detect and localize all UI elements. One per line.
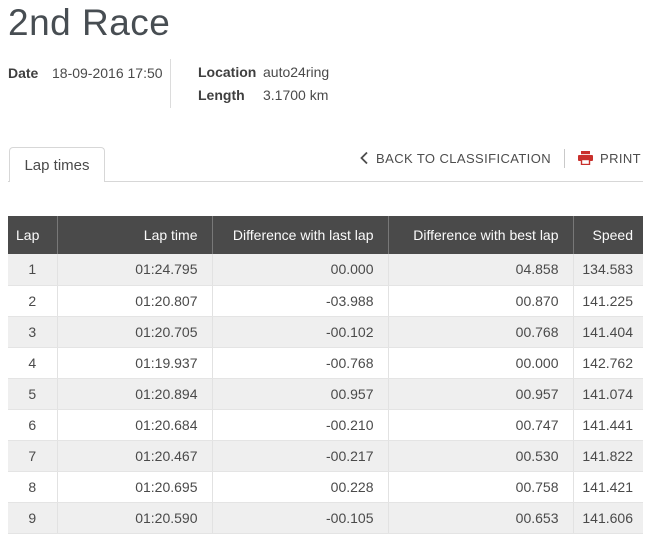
column-header-lap-time: Lap time: [57, 216, 212, 254]
table-row: [8, 254, 643, 285]
table-cell: 141.421: [573, 471, 643, 502]
table-body: [8, 254, 643, 533]
chevron-left-icon: [359, 151, 369, 165]
tab-lap-times[interactable]: Lap times: [9, 147, 105, 182]
table-row: [8, 440, 643, 471]
table-cell: -00.102: [212, 316, 388, 347]
back-label: BACK TO CLASSIFICATION: [376, 150, 551, 166]
info-divider: [170, 59, 171, 108]
table-cell: 01:20.695: [57, 471, 212, 502]
table-cell: 141.606: [573, 502, 643, 533]
page-title: 2nd Race: [8, 2, 171, 43]
column-header-lap: Lap: [8, 216, 57, 254]
table-cell: -00.210: [212, 409, 388, 440]
table-cell: 9: [8, 502, 57, 533]
table-cell: 00.768: [388, 316, 573, 347]
table-cell: 01:20.467: [57, 440, 212, 471]
table-cell: -00.217: [212, 440, 388, 471]
table-cell: 141.441: [573, 409, 643, 440]
table-cell: 00.000: [212, 254, 388, 285]
table-cell: 00.747: [388, 409, 573, 440]
location-value: auto24ring: [263, 64, 330, 80]
column-header-diff-best: Difference with best lap: [388, 216, 573, 254]
lap-times-table: [8, 216, 643, 534]
column-header-diff-last: Difference with last lap: [212, 216, 388, 254]
table-cell: 00.653: [388, 502, 573, 533]
location-label: Location: [198, 64, 257, 80]
date-value: 18-09-2016 17:50: [52, 65, 163, 81]
back-to-classification-link[interactable]: [359, 151, 551, 166]
table-row: [8, 409, 643, 440]
table-cell: 00.957: [388, 378, 573, 409]
column-header-speed: Speed: [573, 216, 643, 254]
table-cell: 141.074: [573, 378, 643, 409]
table-cell: 6: [8, 409, 57, 440]
length-label: Length: [198, 87, 245, 103]
table-cell: 134.583: [573, 254, 643, 285]
table-header-row: [8, 216, 643, 254]
table-cell: 01:20.705: [57, 316, 212, 347]
table-cell: 00.957: [212, 378, 388, 409]
table-cell: 4: [8, 347, 57, 378]
printer-icon: [578, 151, 593, 165]
actions-divider: [564, 149, 565, 168]
action-links: [359, 146, 641, 170]
date-label: Date: [8, 65, 39, 81]
table-row: [8, 347, 643, 378]
table-cell: 01:20.807: [57, 285, 212, 316]
print-link[interactable]: [578, 151, 641, 166]
table-cell: 00.530: [388, 440, 573, 471]
table-cell: 142.762: [573, 347, 643, 378]
table-cell: 01:20.684: [57, 409, 212, 440]
table-cell: 141.225: [573, 285, 643, 316]
table-cell: 00.758: [388, 471, 573, 502]
table-cell: -03.988: [212, 285, 388, 316]
table-cell: 00.000: [388, 347, 573, 378]
table-cell: 8: [8, 471, 57, 502]
table-cell: 5: [8, 378, 57, 409]
table-cell: 141.404: [573, 316, 643, 347]
table-cell: 01:19.937: [57, 347, 212, 378]
table-cell: 00.870: [388, 285, 573, 316]
print-label: PRINT: [600, 150, 641, 166]
length-value: 3.1700 km: [263, 87, 329, 103]
table-cell: -00.768: [212, 347, 388, 378]
table-cell: 01:20.894: [57, 378, 212, 409]
table-cell: 01:20.590: [57, 502, 212, 533]
table-row: [8, 316, 643, 347]
table-row: [8, 378, 643, 409]
table-cell: 04.858: [388, 254, 573, 285]
table-cell: -00.105: [212, 502, 388, 533]
table-cell: 00.228: [212, 471, 388, 502]
table-cell: 141.822: [573, 440, 643, 471]
table-cell: 2: [8, 285, 57, 316]
table-row: [8, 471, 643, 502]
table-cell: 1: [8, 254, 57, 285]
table-cell: 01:24.795: [57, 254, 212, 285]
table-cell: 3: [8, 316, 57, 347]
table-cell: 7: [8, 440, 57, 471]
table-row: [8, 502, 643, 533]
table-row: [8, 285, 643, 316]
